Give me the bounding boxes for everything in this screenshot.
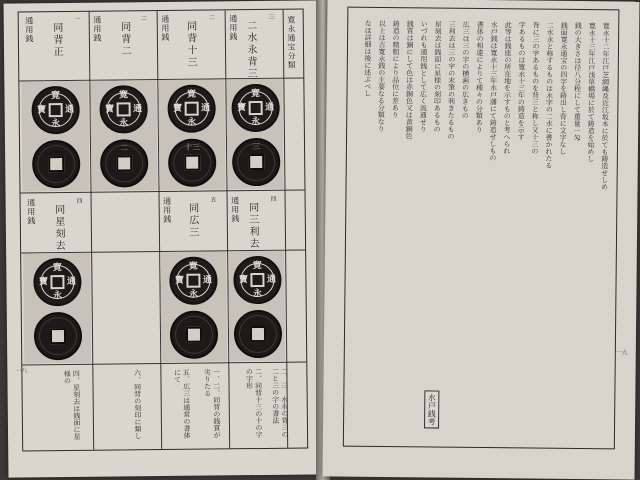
side-header: 寛永通宝分類 — [286, 15, 297, 70]
coin-reverse — [234, 310, 283, 359]
entry-number: 三 — [268, 13, 275, 21]
coin-category: 通用銭 — [228, 14, 238, 42]
coin-reverse: 二 — [100, 139, 149, 188]
coin-name: 二水永背三 — [244, 20, 257, 81]
right-page — [323, 0, 640, 480]
page-number: 一八 — [15, 367, 28, 375]
text-column: 此等は銭座の所在地を示すものと考へられ — [502, 21, 513, 155]
coin-category: 通用銭 — [160, 14, 170, 43]
grid-line — [225, 10, 231, 448]
coin-note: 二、三、水永の背三の二と三の字の書法 — [271, 367, 290, 438]
coin-category: 通用銭 — [26, 198, 36, 226]
left-page — [4, 0, 325, 477]
entry-number: 二 — [140, 15, 147, 23]
text-column: 銭面寛永通宝の四字を鋳出し背に文字なし — [558, 21, 569, 155]
text-column: 以上は古寛永銭の主要なる分類なり — [377, 19, 387, 132]
coin-obverse: 寛 永 通 寶 — [167, 84, 216, 133]
entry-number: 四 — [76, 197, 83, 205]
text-column: 三利去は三の字の末筆の利きたるもの — [447, 20, 457, 140]
text-column: 鋳造の精粗により品位に差あり — [391, 20, 401, 119]
text-column: 銭質は銅にして色は赤銅色又は黄銅色 — [405, 20, 415, 140]
text-column: 銭の大きさは径八分程にして重量一匁 — [573, 21, 583, 142]
entry-number: 一 — [74, 15, 81, 23]
coin-name: 同三利去 — [246, 202, 259, 251]
coin-obverse: 寛 永 通 寶 — [99, 85, 148, 134]
text-column: 二水永と称するものは永字の二水に書かれたる — [544, 21, 555, 169]
coin-note: 六、同背の刻印に類し — [133, 369, 143, 440]
coin-note: 一、二、同背の銭質が劣りたる — [203, 368, 222, 439]
text-column: いづれも通用銭として広く流通せり — [419, 20, 429, 133]
coin-name: 同広三 — [186, 202, 198, 239]
coin-obverse: 寛 永 通 寶 — [233, 256, 282, 305]
coin-name: 同背二 — [118, 21, 131, 58]
coin-category: 通用銭 — [230, 196, 240, 224]
coin-reverse: 三 — [232, 138, 281, 187]
coin-obverse: 寛 永 通 寶 — [31, 86, 80, 135]
coin-obverse: 寛 永 通 寶 — [33, 258, 82, 307]
coin-category: 通用銭 — [24, 16, 34, 44]
grid-line — [89, 12, 95, 450]
entry-number: 四 — [270, 195, 277, 203]
coin-reverse — [34, 312, 83, 361]
text-column: 星刻去は銭面に星様の刻印あるもの — [433, 20, 443, 133]
text-frame — [343, 7, 620, 450]
entry-number: 五 — [210, 196, 217, 204]
grid-line — [157, 11, 163, 449]
coin-category: 通用銭 — [162, 196, 172, 225]
coin-obverse: 寛 永 通 寶 — [169, 256, 218, 305]
signature-box: 水戸銭考 — [424, 390, 439, 428]
text-column: 書体の相違によりて種々の分類あり — [475, 20, 485, 134]
page-number: 一九 — [615, 349, 628, 357]
coin-obverse: 寛 永 通 寶 — [231, 84, 280, 133]
coin-note: 五、広三は通常の書体にて — [173, 368, 192, 439]
coin-reverse — [32, 140, 81, 189]
coin-name: 同背正 — [50, 22, 63, 59]
coin-note: 二、同背十三の十の字の字形 — [245, 367, 264, 439]
coin-catalog-table — [18, 9, 309, 452]
coin-name: 同背十三 — [184, 20, 197, 69]
text-column: 水戸銭は寛永十三年水戸藩にて鋳造せしもの — [488, 21, 499, 162]
coin-category: 通用銭 — [92, 15, 102, 43]
text-column: なほ詳細は後に述ぶべし — [363, 19, 373, 97]
text-column: 寛永十二年江戸芝網縄及近江坂本に於ても鋳造せしめ — [600, 22, 611, 191]
entry-number: 二 — [208, 14, 215, 22]
coin-reverse: 十三 — [168, 138, 217, 187]
text-column: 寛永十三年江戸浅草橋場に於て鋳造を始めし — [586, 22, 597, 163]
text-column: 広三は三の字の横画の広きもの — [461, 20, 471, 119]
coin-note: 四、星刻去は銭面に星様の — [63, 369, 82, 440]
text-column: 字あるものは寛永十三年の鋳造を示す — [517, 21, 527, 141]
coin-name: 同星刻去 — [52, 204, 65, 253]
coin-reverse — [170, 310, 219, 359]
text-column: 背に三の字あるものを背三と称し又十三の — [530, 21, 541, 155]
